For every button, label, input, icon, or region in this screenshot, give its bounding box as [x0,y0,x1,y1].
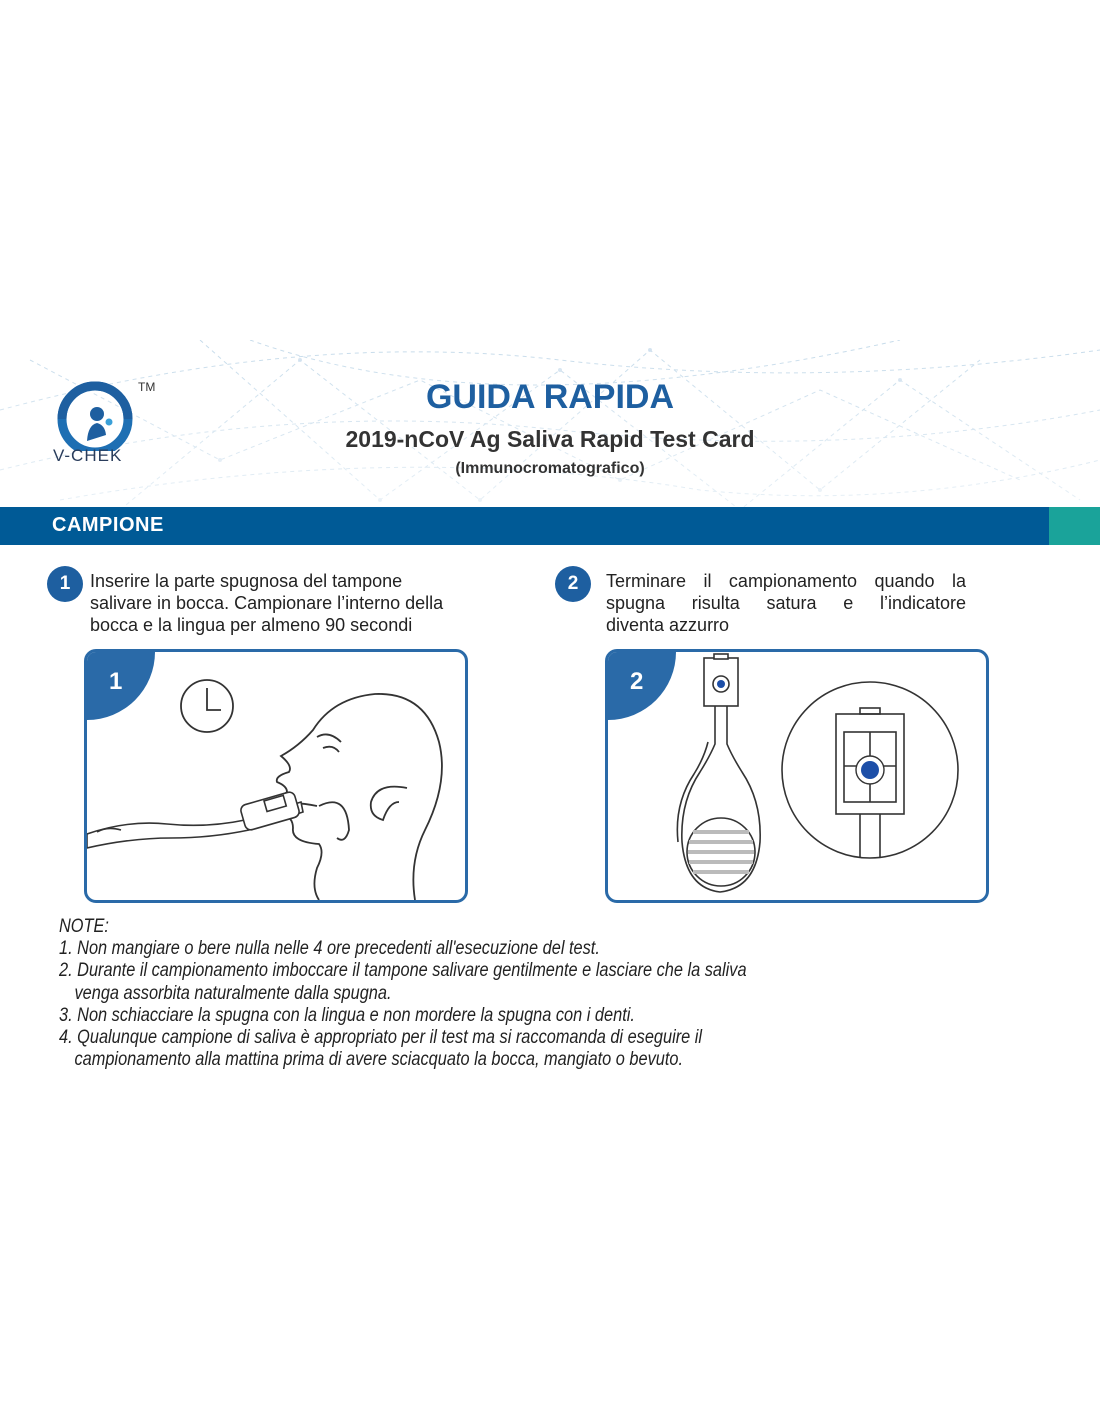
face-profile-icon [277,694,442,900]
illustration-panel-1 [84,649,468,903]
product-name: 2019-nCoV Ag Saliva Rapid Test Card [345,426,755,452]
panel-2-number: 2 [630,668,644,695]
note-line: venga assorbita naturalmente dalla spugna. [74,982,392,1004]
indicator-icon [717,680,725,688]
panel-1-number: 1 [109,668,123,695]
step-1-text: Inserire la parte spugnosa del tampone salivare in bocca. Campionare l’interno della bocca e la lingua per almeno 90 secondi [90,571,444,635]
note-line: campionamento alla mattina prima di avere sciacquato la bocca, mangiato o bevuto. [74,1049,684,1071]
trademark-symbol: TM [138,380,156,394]
notes-heading: NOTE: [59,916,109,937]
step-2-badge: 2 [555,566,591,602]
note-line: 4. Qualunque campione di saliva è appropriato per il test ma si raccomanda di eseguire il [59,1027,703,1049]
swab-in-mouth-illustration [87,652,465,900]
page-title: GUIDA RAPIDA [425,378,675,416]
note-line: 1. Non mangiare o bere nulla nelle 4 ore precedenti all'esecuzione del test. [59,938,600,960]
step-1-badge: 1 [47,566,83,602]
notes-section [59,916,833,1071]
section-bar-accent [1049,507,1100,545]
brand-name: V-CHEK [53,446,123,465]
header-background-pattern [0,340,1100,510]
illustration-panel-2 [605,649,989,903]
note-line: 2. Durante il campionamento imboccare il tampone salivare gentilmente e lasciare che la saliva [59,960,747,982]
swab-indicator-illustration [608,652,986,900]
note-line: 3. Non schiacciare la spugna con la lingua e non mordere la spugna con i denti. [59,1004,635,1026]
section-title: CAMPIONE [52,514,164,536]
clock-icon [181,680,233,732]
swab-icon [87,791,303,848]
product-type: (Immunocromatografico) [455,460,645,477]
swab-icon [677,654,760,892]
step-2-text: Terminare il campionamento quando la spugna risulta satura e l’indicatore diventa azzurro [606,571,966,635]
